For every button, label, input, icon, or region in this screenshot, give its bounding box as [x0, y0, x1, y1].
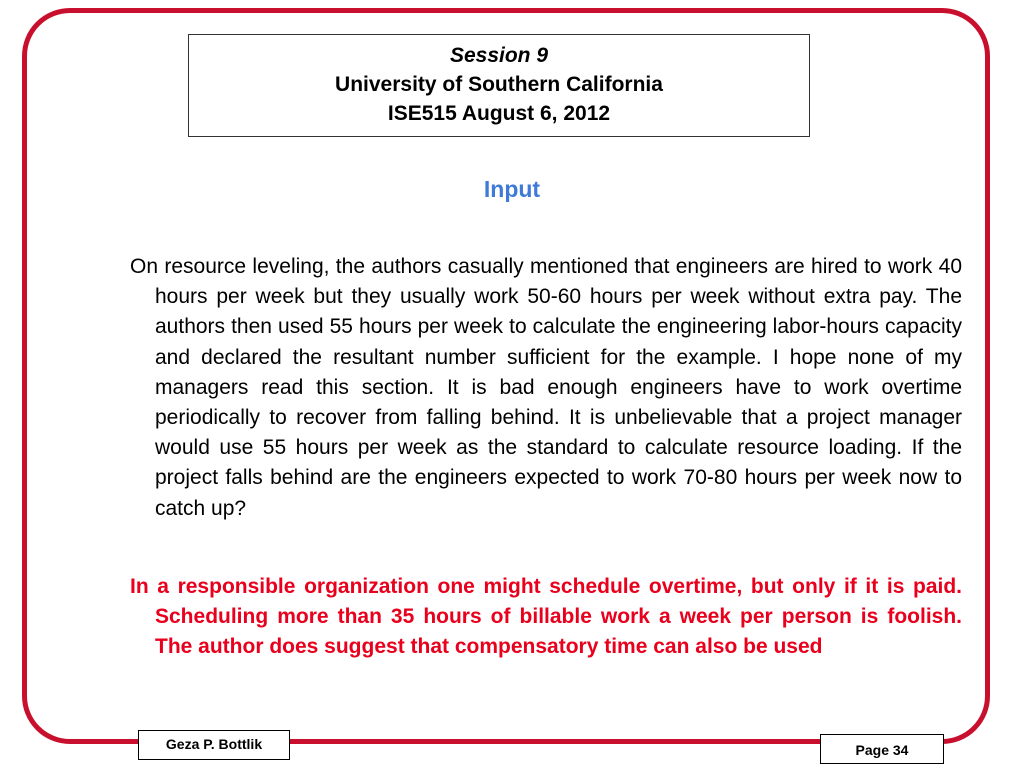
- course-date: ISE515 August 6, 2012: [387, 102, 611, 125]
- body-paragraph-emphasis: In a responsible organization one might schedule overtime, but only if it is paid. Scheduling more than 35 hours of billable work a week per person is foolish. The author does suggest that compensatory time can also be used: [130, 575, 962, 659]
- slide-header: [188, 34, 810, 137]
- footer-author: Geza P. Bottlik: [138, 730, 290, 760]
- slide-title: Input: [483, 176, 541, 202]
- body-paragraph-resource-leveling: On resource leveling, the authors casually mentioned that engineers are hired to work 40 hours per week but they usually work 50-60 hours per week without extra pay. The authors then used 55 hours per week to calculate the engineering labor-hours capacity and declared the resultant number sufficient for the example. I hope none of my managers read this section. It is bad enough engineers have to work overtime periodically to recover from falling behind. It is unbelievable that a project manager would use 55 hours per week as the standard to calculate resource loading. If the project falls behind are the engineers expected to work 70-80 hours per week now to catch up?: [130, 255, 962, 520]
- university-name: University of Southern California: [335, 73, 663, 96]
- footer-page-number: Page 34: [820, 734, 944, 764]
- session-label: Session 9: [449, 44, 549, 67]
